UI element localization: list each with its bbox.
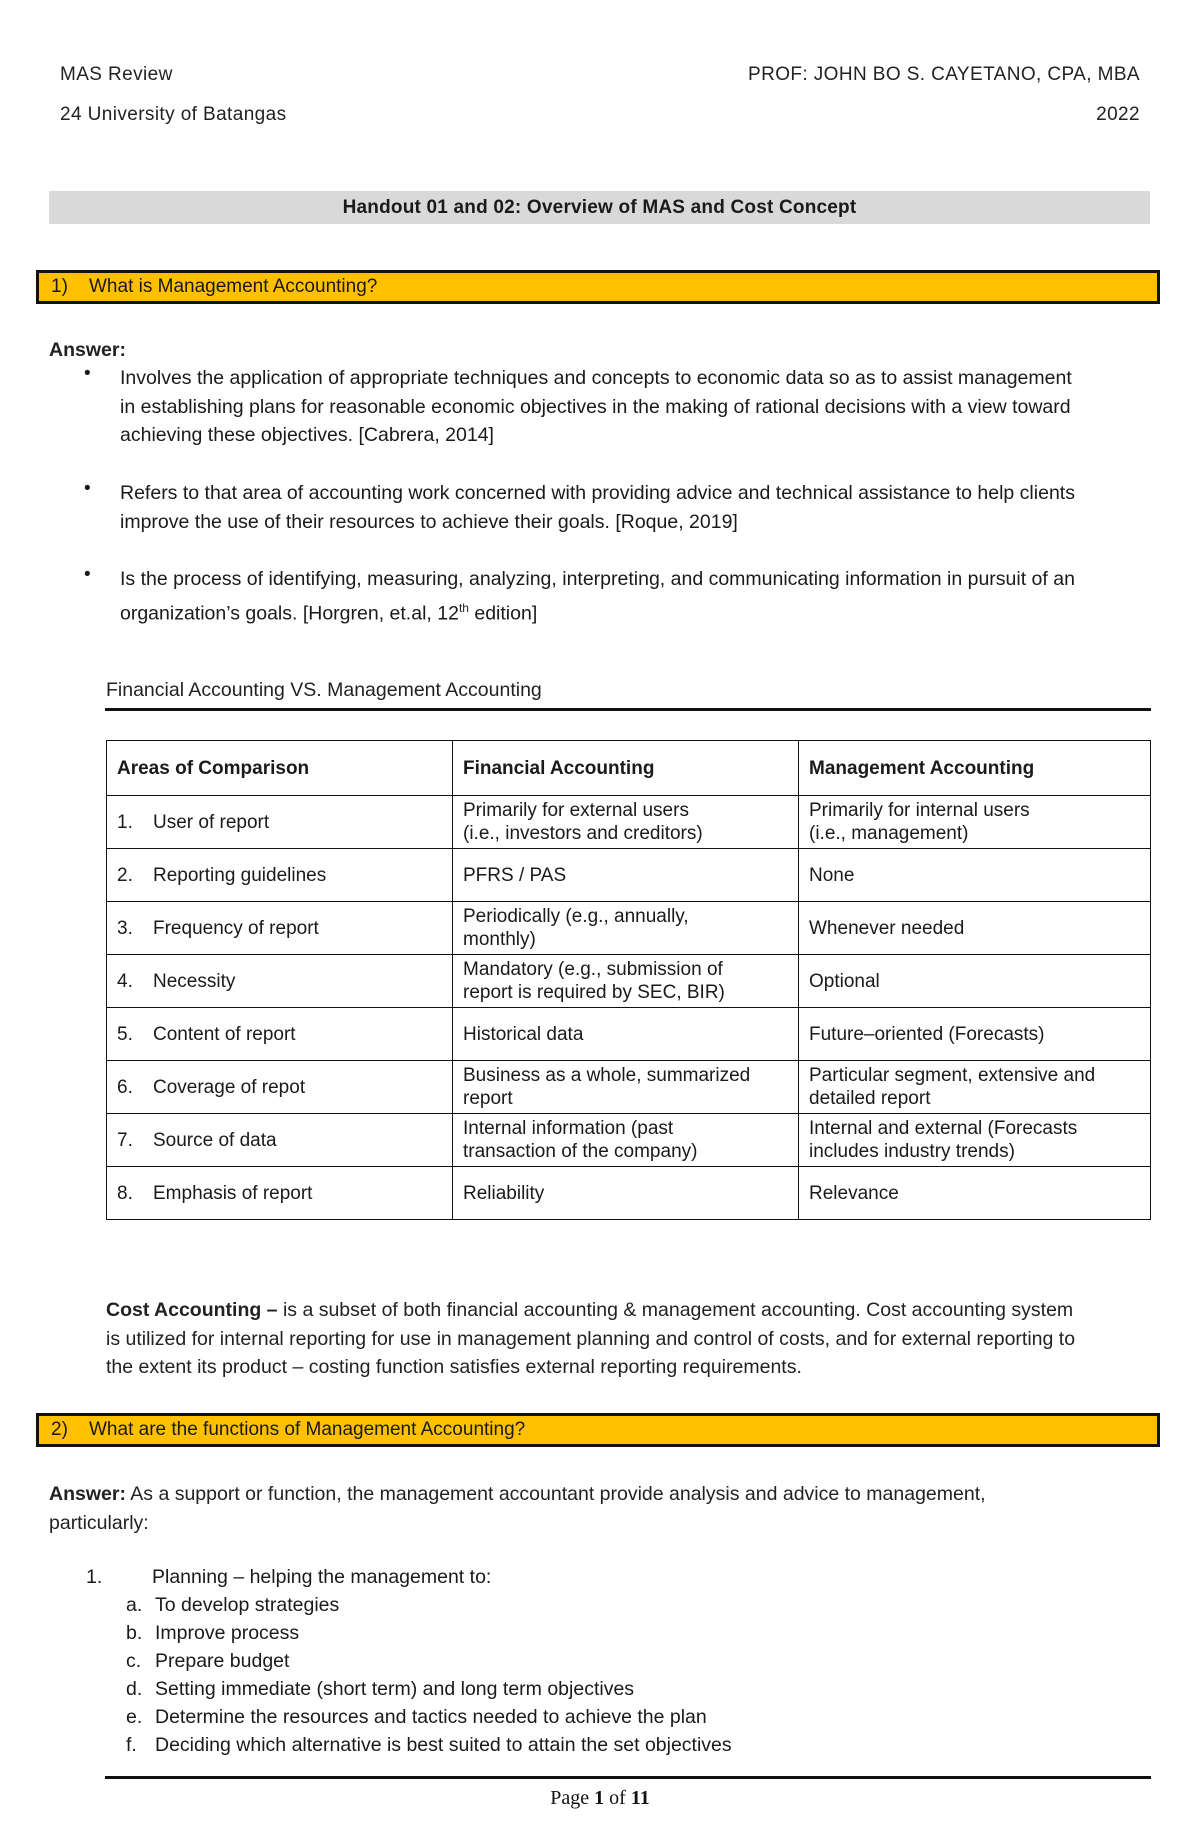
professor-name: PROF: JOHN BO S. CAYETANO, CPA, MBA	[748, 64, 1140, 85]
list-item-planning: Planning – helping the management to:	[152, 1566, 492, 1588]
bullet-text-2: Refers to that area of accounting work concerned with providing advice and technical assistance to help clients improve the use of their resources to achieve their goals. [Roque, 2019]	[120, 482, 1075, 533]
table-header-row	[107, 741, 1151, 796]
sub-list-item: Setting immediate (short term) and long term objectives	[155, 1678, 635, 1700]
area-cell: 1. User of report	[107, 796, 453, 849]
course-name: MAS Review	[60, 64, 173, 85]
page-total: 11	[630, 1787, 650, 1809]
answer-1-label: Answer:	[49, 339, 126, 361]
page-word: Page	[550, 1787, 590, 1809]
school-name: 24 University of Batangas	[60, 104, 287, 125]
table-header-cell: Areas of Comparison	[107, 741, 453, 796]
management-cell: Whenever needed	[799, 902, 1151, 955]
answer-2-paragraph: Answer: As a support or function, the management accountant provide analysis and advice to management, particularly:	[49, 1483, 986, 1534]
management-cell: Future–oriented (Forecasts)	[799, 1008, 1151, 1061]
cost-accounting-term: Cost Accounting –	[106, 1299, 278, 1321]
question-1-number: 1)	[51, 276, 68, 297]
area-cell: 4. Necessity	[107, 955, 453, 1008]
comparison-table	[106, 740, 1151, 1220]
page-footer	[0, 1787, 1200, 1810]
management-cell: Primarily for internal users (i.e., management)	[799, 796, 1151, 849]
caption-underline	[105, 708, 1151, 711]
financial-cell: Mandatory (e.g., submission of report is required by SEC, BIR)	[453, 955, 799, 1008]
sub-list-item: Improve process	[155, 1622, 300, 1644]
financial-cell: Internal information (past transaction of the company)	[453, 1114, 799, 1167]
sub-list-item: To develop strategies	[155, 1594, 340, 1616]
bullet-icon: •	[84, 478, 91, 499]
management-cell: Optional	[799, 955, 1151, 1008]
sub-list-letter: b.	[126, 1622, 143, 1644]
table-row	[107, 955, 1151, 1008]
financial-cell: Historical data	[453, 1008, 799, 1061]
cost-accounting-paragraph: Cost Accounting – is a subset of both financial accounting & management accounting. Cost accounting system is utilized for internal reporting for use in management planning and control of costs, and for external reporting to the extent its product – costing function satisfies external reporting requirements.	[106, 1299, 1076, 1378]
table-row	[107, 1167, 1151, 1220]
table-row	[107, 1061, 1151, 1114]
management-cell: Internal and external (Forecasts includes industry trends)	[799, 1114, 1151, 1167]
area-cell: 2. Reporting guidelines	[107, 849, 453, 902]
sub-list-item: Prepare budget	[155, 1650, 290, 1672]
question-2-box	[36, 1413, 1160, 1447]
sub-list-item: Deciding which alternative is best suited to attain the set objectives	[155, 1734, 732, 1756]
table-row	[107, 796, 1151, 849]
sub-list-item: Determine the resources and tactics needed to achieve the plan	[155, 1706, 707, 1728]
question-2-number: 2)	[51, 1419, 68, 1440]
area-cell: 6. Coverage of repot	[107, 1061, 453, 1114]
table-row	[107, 1114, 1151, 1167]
question-1-text: What is Management Accounting?	[89, 276, 378, 297]
financial-cell: Reliability	[453, 1167, 799, 1220]
area-cell: 5. Content of report	[107, 1008, 453, 1061]
table-row	[107, 1008, 1151, 1061]
sub-list-letter: e.	[126, 1706, 143, 1728]
bullet-text-1: Involves the application of appropriate techniques and concepts to economic data so as to assist management in establishing plans for reasonable economic objectives in the making of rational decisions with a view toward achieving these objectives. [Cabrera, 2014]	[120, 367, 1072, 446]
bullet-icon: •	[84, 564, 91, 585]
management-cell: Relevance	[799, 1167, 1151, 1220]
table-row	[107, 902, 1151, 955]
management-cell: None	[799, 849, 1151, 902]
sub-list-letter: c.	[126, 1650, 142, 1672]
financial-cell: Business as a whole, summarized report	[453, 1061, 799, 1114]
question-1-box	[36, 270, 1160, 304]
table-header-cell: Management Accounting	[799, 741, 1151, 796]
area-cell: 3. Frequency of report	[107, 902, 453, 955]
footer-rule	[105, 1776, 1151, 1779]
bullet-icon: •	[84, 363, 91, 384]
page-number: 1	[594, 1787, 605, 1809]
area-cell: 8. Emphasis of report	[107, 1167, 453, 1220]
management-cell: Particular segment, extensive and detailed report	[799, 1061, 1151, 1114]
table-header-cell: Financial Accounting	[453, 741, 799, 796]
list-number: 1.	[86, 1566, 103, 1588]
financial-cell: Periodically (e.g., annually, monthly)	[453, 902, 799, 955]
school-year: 2022	[1096, 104, 1140, 125]
area-cell: 7. Source of data	[107, 1114, 453, 1167]
answer-2-label: Answer:	[49, 1483, 126, 1505]
question-2-text: What are the functions of Management Accounting?	[89, 1419, 526, 1440]
sub-list-letter: d.	[126, 1678, 143, 1700]
table-row	[107, 849, 1151, 902]
bullet-text-3: Is the process of identifying, measuring, analyzing, interpreting, and communicating information in pursuit of an organization’s goals. [Horgren, et.al, 12th edition]	[120, 568, 1075, 624]
sub-list-letter: a.	[126, 1594, 143, 1616]
sub-list-letter: f.	[126, 1734, 137, 1756]
financial-cell: Primarily for external users (i.e., investors and creditors)	[453, 796, 799, 849]
financial-cell: PFRS / PAS	[453, 849, 799, 902]
of-word: of	[609, 1787, 626, 1809]
handout-title: Handout 01 and 02: Overview of MAS and Cost Concept	[49, 191, 1150, 224]
comparison-caption: Financial Accounting VS. Management Accounting	[106, 679, 542, 701]
